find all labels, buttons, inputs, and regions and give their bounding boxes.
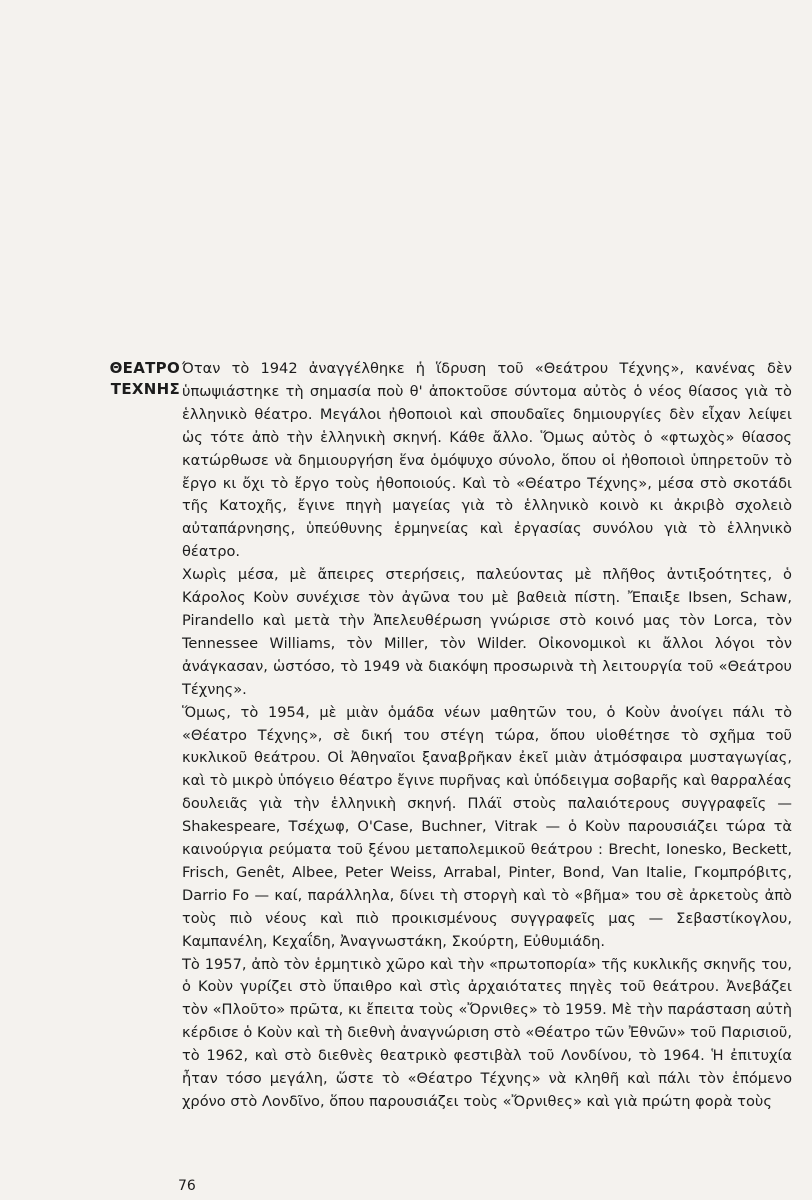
body-text <box>182 358 792 1114</box>
section-heading-line-2: ΤΕΧΝΗΣ <box>110 380 180 398</box>
paragraph: Χωρὶς μέσα, μὲ ἄπειρες στερήσεις, παλεύοντας μὲ πλῆθος ἀντιξοότητες, ὁ Κάρολος Κοὺν συνέχισε τὸν ἀγῶνα του μὲ βαθειὰ πίστη. Ἔπαιξε Ibsen, Schaw, Pirandello καὶ μετὰ τὴν Ἀπελευθέρωση γνώρισε στὸ κοινό μας τὸν Lorca, τὸν Tennessee Williams, τὸν Miller, τὸν Wilder. Οἰκονομικοὶ κι ἄλλοι λόγοι τὸν ἀνάγκασαν, ὡστόσο, τὸ 1949 νὰ διακόψη προσωρινὰ τὴ λειτουργία τοῦ «Θεάτρου Τέχνης». <box>182 566 792 698</box>
paragraph: Τὸ 1957, ἀπὸ τὸν ἑρμητικὸ χῶρο καὶ τὴν «πρωτοπορία» τῆς κυκλικῆς σκηνῆς του, ὁ Κοὺν γυρίζει στὸ ὕπαιθρο καὶ στὶς ἀρχαιότατες πηγὲς τοῦ θεάτρου. Ἀνεβάζει τὸν «Πλοῦτο» πρῶτα, κι ἔπειτα τοὺς «Ὄρνιθες» τὸ 1959. Μὲ τὴν παράσταση αὐτὴ κέρδισε ὁ Κοὺν καὶ τὴ διεθνὴ ἀναγνώριση στὸ «Θέατρο τῶν Ἐθνῶν» τοῦ Παρισιοῦ, τὸ 1962, καὶ στὸ διεθνὲς θεατρικὸ φεστιβὰλ τοῦ Λονδίνου, τὸ 1964. Ἡ ἐπιτυχία ἦταν τόσο μεγάλη, ὥστε τὸ «Θέατρο Τέχνης» νὰ κληθῆ καὶ πάλι τὸν ἑπόμενο χρόνο στὸ Λονδῖνο, ὅπου παρουσιάζει τοὺς «Ὄρνιθες» καὶ γιὰ πρώτη φορὰ τοὺς <box>182 955 792 1110</box>
section-heading-line-1: ΘΕΑΤΡΟ <box>109 359 180 377</box>
page-number: 76 <box>178 1178 196 1194</box>
section-heading <box>82 358 180 400</box>
paragraph: Ὅμως, τὸ 1954, μὲ μιὰν ὁμάδα νέων μαθητῶν του, ὁ Κοὺν ἀνοίγει πάλι τὸ «Θέατρο Τέχνης», σὲ δική του στέγη τώρα, ὅπου υἱοθέτησε τὸ σχῆμα τοῦ κυκλικοῦ θεάτρου. Οἱ Ἀθηναῖοι ξαναβρῆκαν ἐκεῖ μιὰν ἀτμόσφαιρα μυσταγωγίας, καὶ τὸ μικρὸ ὑπόγειο θέατρο ἔγινε πυρῆνας καὶ ὑπόδειγμα σοβαρῆς καὶ θαρραλέας δουλειᾶς γιὰ τὴν ἑλληνικὴ σκηνή. Πλάϊ στοὺς παλαιότερους συγγραφεῖς — Shakespeare, Τσέχωφ, O'Case, Buchner, Vitrak — ὁ Κοὺν παρουσιάζει τώρα τὰ καινούργια ρεύματα τοῦ ξένου μεταπολεμικοῦ θεάτρου : Brecht, Ionesko, Beckett, Frisch, Genêt, Albee, Peter Weiss, Arrabal, Pinter, Bond, Van Italie, Γκομπρόβιτς, Darrio Fo — καί, παράλληλα, δίνει τὴ στοργὴ καὶ τὸ «βῆμα» του σὲ ἀρκετοὺς ἀπὸ τοὺς πιὸ νέους καὶ πιὸ προικισμένους συγγραφεῖς μας — Σεβαστίκογλου, Καμπανέλη, Κεχαΐδη, Ἀναγνωστάκη, Σκούρτη, Εὐθυμιάδη. <box>182 703 792 950</box>
paragraph: Όταν τὸ 1942 ἀναγγέλθηκε ἡ ἵδρυση τοῦ «Θεάτρου Τέχνης», κανένας δὲν ὑπωψιάστηκε τὴ σημασία ποὺ θ' ἀποκτοῦσε σύντομα αὐτὸς ὁ νέος θίασος γιὰ τὸ ἑλληνικὸ θέατρο. Μεγάλοι ἠθοποιοὶ καὶ σπουδαῖες δημιουργίες δὲν εἶχαν λείψει ὡς τότε ἀπὸ τὴν ἑλληνικὴ σκηνή. Κάθε ἄλλο. Ὅμως αὐτὸς ὁ «φτωχὸς» θίασος κατώρθωσε νὰ δημιουργήση ἕνα ὁμόψυχο σύνολο, ὅπου οἱ ἠθοποιοὶ ὑπηρετοῦν τὸ ἔργο κι ὄχι τὸ ἔργο τοὺς ἠθοποιούς. Καὶ τὸ «Θέατρο Τέχνης», μέσα στὸ σκοτάδι τῆς Κατοχῆς, ἔγινε πηγὴ μαγείας γιὰ τὸ ἑλληνικὸ κοινὸ κι ἀκριβὸ σχολειὸ αὐταπάρνησης, ὑπεύθυνης ἑρμηνείας καὶ ἐργασίας συνόλου γιὰ τὸ ἑλληνικὸ θέατρο. <box>182 360 792 561</box>
